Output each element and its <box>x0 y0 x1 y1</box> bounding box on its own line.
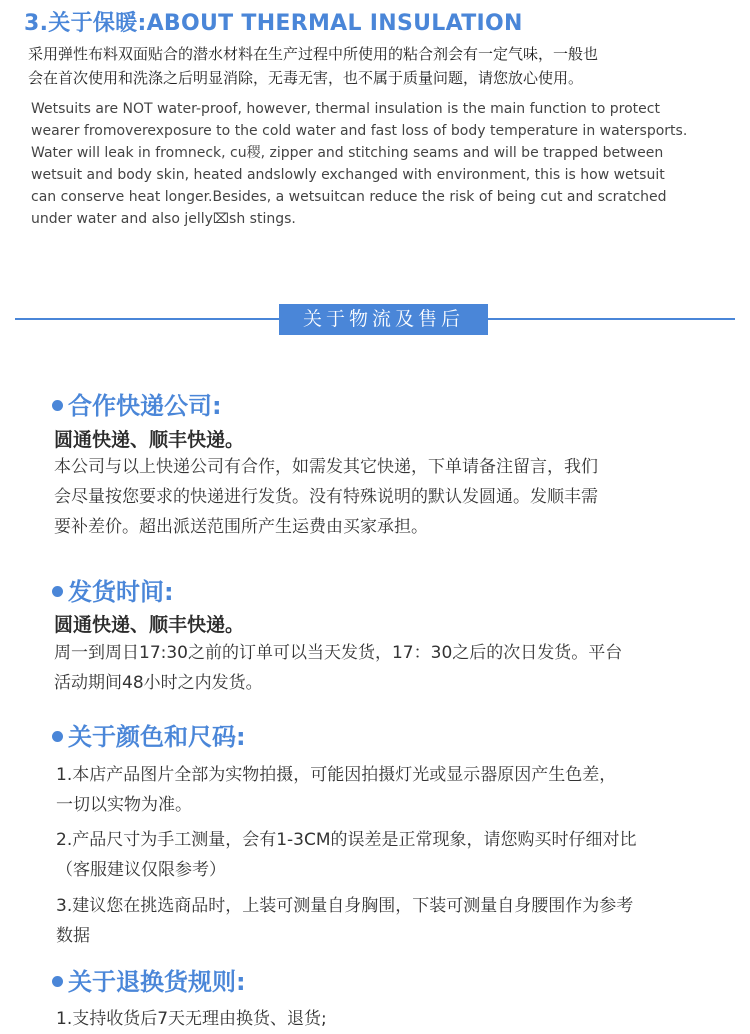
courier-subtitle: 圆通快递、顺丰快递。 <box>54 429 245 451</box>
color-size-heading-text: 关于颜色和尺码: <box>68 723 246 751</box>
thermal-en-line: under water and also jelly⌧sh stings. <box>31 211 296 227</box>
color-size-line: 数据 <box>56 926 90 946</box>
courier-body <box>54 452 598 542</box>
thermal-en-line: Water will leak in fromneck, cu稷, zipper and stitching seams and will be trapped between <box>31 145 664 161</box>
returns-heading-text: 关于退换货规则: <box>68 968 246 996</box>
color-size-item-3 <box>56 891 633 951</box>
thermal-en-line: can conserve heat longer.Besides, a wetsuitcan reduce the risk of being cut and scratched <box>31 189 667 205</box>
section-title-thermal: 3.关于保暖:ABOUT THERMAL INSULATION <box>24 11 523 36</box>
color-size-line: （客服建议仅限参考） <box>56 860 226 880</box>
thermal-en-paragraph <box>31 98 731 230</box>
returns-line: 1.支持收货后7天无理由换货、退货; <box>56 1009 327 1029</box>
shipping-heading <box>52 572 174 607</box>
divider-line-right <box>488 318 735 320</box>
courier-heading <box>52 386 222 421</box>
color-size-heading <box>52 717 246 752</box>
shipping-heading-text: 发货时间: <box>68 578 174 606</box>
thermal-cn-paragraph <box>28 42 728 90</box>
color-size-item-1 <box>56 760 616 820</box>
thermal-en-line: wearer fromoverexposure to the cold water and fast loss of body temperature in watersports. <box>31 123 688 139</box>
courier-heading-text: 合作快递公司: <box>68 392 222 420</box>
bullet-dot-icon <box>52 586 63 597</box>
shipping-body <box>54 638 622 698</box>
shipping-subtitle: 圆通快递、顺丰快递。 <box>54 614 245 636</box>
shipping-line: 活动期间48小时之内发货。 <box>54 673 263 693</box>
courier-line: 会尽量按您要求的快递进行发货。没有特殊说明的默认发圆通。发顺丰需 <box>54 487 598 507</box>
courier-line: 本公司与以上快递公司有合作，如需发其它快递，下单请备注留言，我们 <box>54 457 598 477</box>
thermal-en-line: wetsuit and body skin, heated andslowly exchanged with environment, this is how wetsuit <box>31 167 665 183</box>
thermal-cn-line: 采用弹性布料双面贴合的潜水材料在生产过程中所使用的粘合剂会有一定气味，一般也 <box>28 45 599 63</box>
color-size-line: 3.建议您在挑选商品时，上装可测量自身胸围，下装可测量自身腰围作为参考 <box>56 896 634 916</box>
thermal-cn-line: 会在首次使用和洗涤之后明显消除，无毒无害，也不属于质量问题，请您放心使用。 <box>28 69 584 87</box>
logistics-banner: 关于物流及售后 <box>279 304 488 335</box>
color-size-line: 一切以实物为准。 <box>56 795 192 815</box>
color-size-line: 2.产品尺寸为手工测量，会有1-3CM的误差是正常现象，请您购买时仔细对比 <box>56 830 637 850</box>
divider-line-left <box>15 318 279 320</box>
bullet-dot-icon <box>52 400 63 411</box>
bullet-dot-icon <box>52 731 63 742</box>
thermal-en-line: Wetsuits are NOT water-proof, however, thermal insulation is the main function to protect <box>31 101 660 117</box>
color-size-item-2 <box>56 825 637 885</box>
color-size-line: 1.本店产品图片全部为实物拍摄，可能因拍摄灯光或显示器原因产生色差， <box>56 765 617 785</box>
returns-item-1 <box>56 1004 327 1034</box>
courier-line: 要补差价。超出派送范围所产生运费由买家承担。 <box>54 517 428 537</box>
shipping-line: 周一到周日17:30之前的订单可以当天发货，17：30之后的次日发货。平台 <box>54 643 623 663</box>
returns-heading <box>52 962 246 997</box>
bullet-dot-icon <box>52 976 63 987</box>
